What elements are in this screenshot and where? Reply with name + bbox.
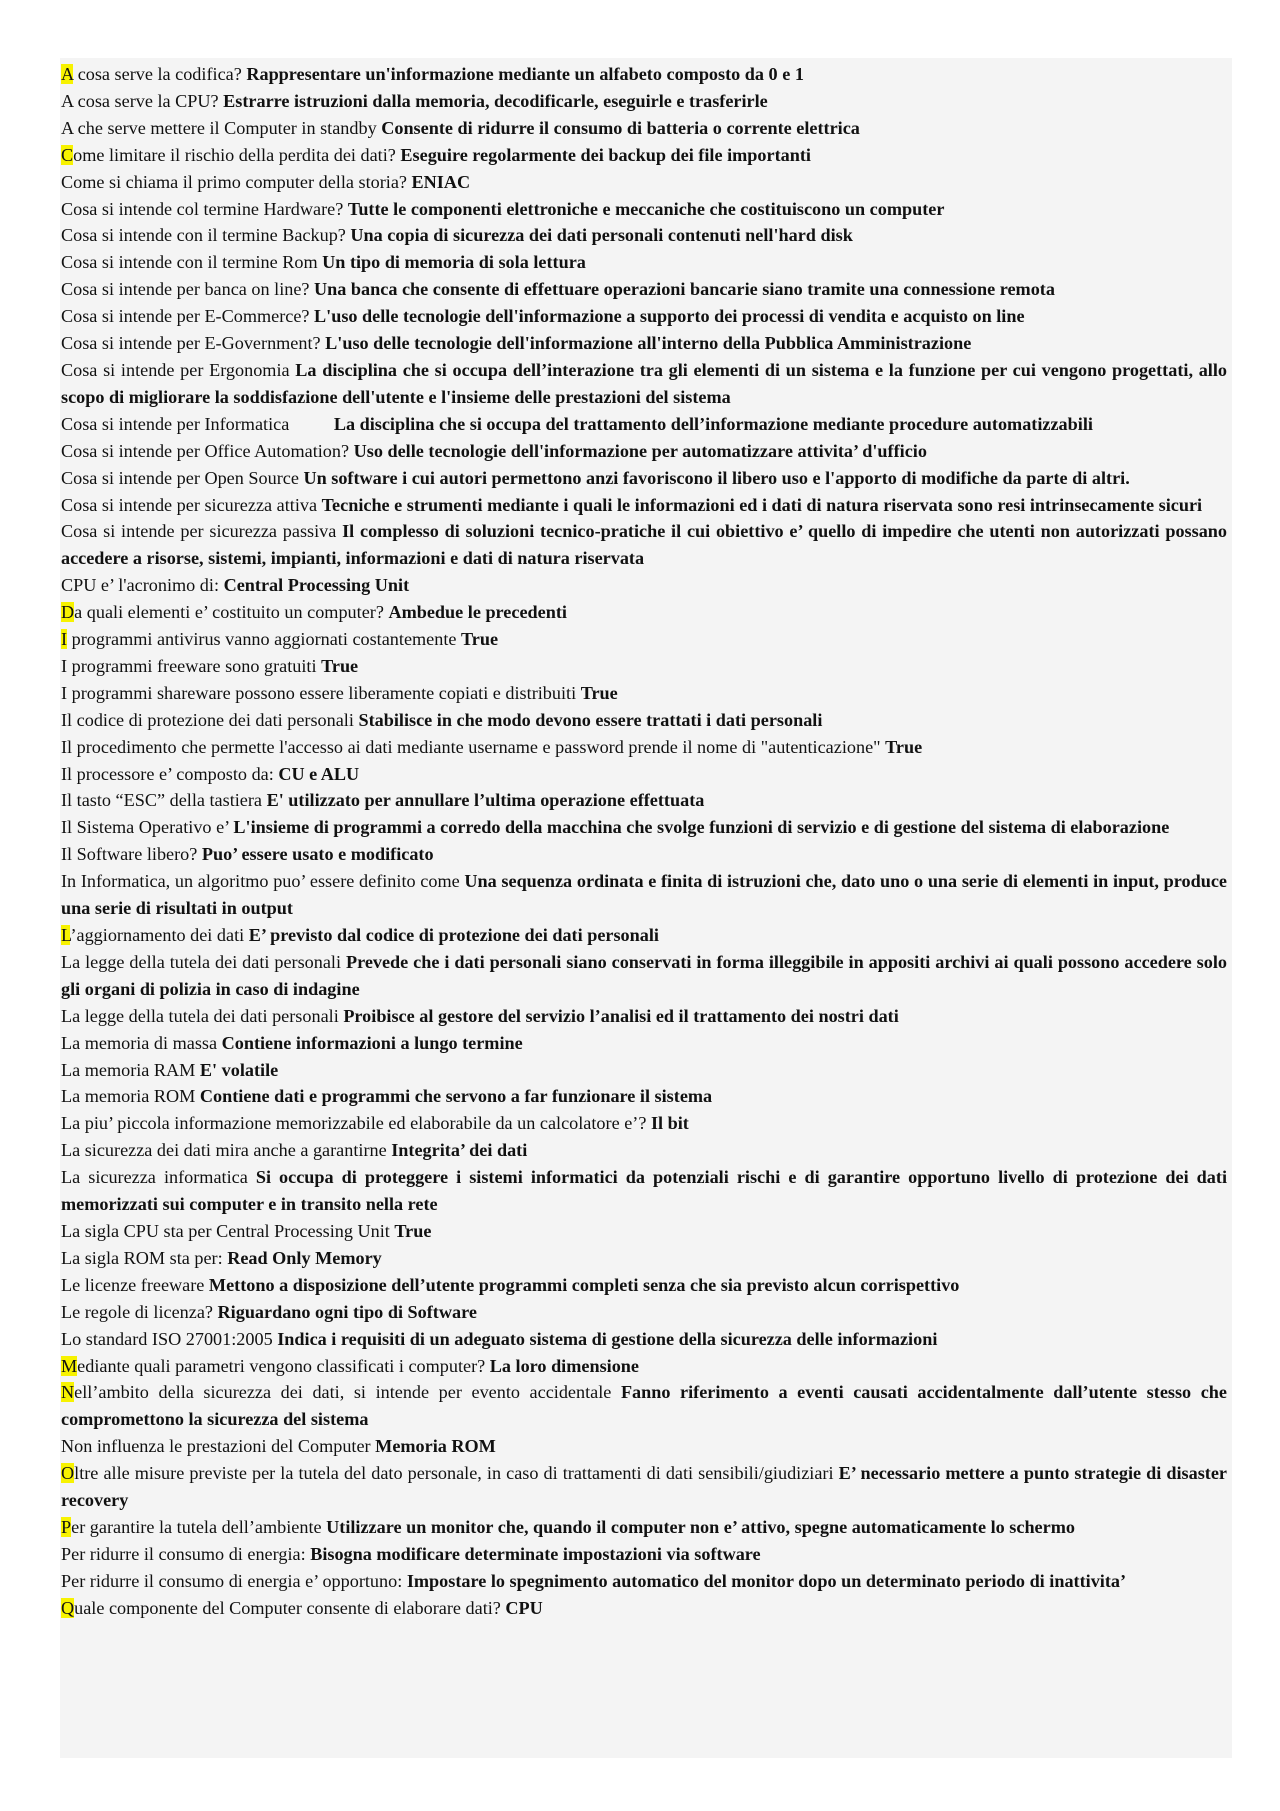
qa-entry [61,438,1227,465]
question-text: La sicurezza dei dati mira anche a garantirne [61,1140,392,1161]
question-text: Cosa si intende con il termine Rom [61,252,323,273]
question-text: Per ridurre il consumo di energia: [61,1543,311,1564]
question-text: In Informatica, un algoritmo puo’ essere definito come [61,871,465,892]
qa-entry [61,1433,1227,1460]
question-text: Cosa si intende per Office Automation? [61,440,354,461]
qa-entry [61,922,1227,949]
highlighted-initial: A [61,64,74,84]
answer-text: True [461,629,499,650]
answer-text: Si occupa di proteggere i sistemi informatici da potenziali rischi e di garantire opportuno livello di protezione dei dati memorizzati sui computer e in transito nella rete [61,1167,1227,1215]
qa-entry [61,599,1227,626]
answer-text: E’ necessario mettere a punto strategie di disaster recovery [61,1463,1227,1511]
qa-entry [61,276,1227,303]
question-text: I programmi shareware possono essere liberamente copiati e distribuiti [61,682,581,703]
qa-entry [61,249,1227,276]
answer-text: Riguardano ogni tipo di Software [217,1301,477,1322]
qa-entry [61,1030,1227,1057]
qa-entry [61,949,1227,1003]
answer-text: Impostare lo spegnimento automatico del monitor dopo un determinato periodo di inattivita’ [406,1570,1127,1591]
question-text: Le licenze freeware [61,1274,209,1295]
question-text: La memoria di massa [61,1032,222,1053]
question-text: La memoria RAM [61,1059,200,1080]
qa-entry [61,1164,1227,1218]
qa-entry [61,115,1227,142]
qa-entry [61,169,1227,196]
highlighted-initial: I [61,629,68,650]
question-text: Cosa si intende per Open Source [61,467,304,488]
qa-entry [61,680,1227,707]
answer-text: CU e ALU [278,763,360,784]
qa-entry [61,1353,1227,1380]
qa-entry [61,572,1227,599]
question-text: ell’ambito della sicurezza dei dati, si intende per evento accidentale [74,1382,621,1403]
qa-entry [61,734,1227,761]
answer-text: Puo’ essere usato e modificato [201,844,434,865]
question-text: ediante quali parametri vengono classificati i computer? [77,1355,490,1376]
qa-entry [61,303,1227,330]
answer-text: Tutte le componenti elettroniche e meccaniche che costituiscono un computer [347,198,945,219]
question-text: Non influenza le prestazioni del Computer [61,1436,376,1457]
qa-entry [61,411,1227,438]
qa-entry [61,465,1227,492]
qa-entry [61,814,1227,841]
qa-entry [61,868,1227,922]
answer-text: Stabilisce in che modo devono essere trattati i dati personali [358,709,823,730]
answer-text: E' volatile [199,1059,279,1080]
answer-text: Estrarre istruzioni dalla memoria, decodificarle, eseguirle e trasferirle [223,90,768,111]
answer-text: Un software i cui autori permettono anzi favoriscono il libero uso e l'apporto di modifiche da parte di altri. [303,467,1130,488]
answer-text: Contiene informazioni a lungo termine [221,1032,523,1053]
question-text: Cosa si intende per E-Government? [61,333,326,354]
qa-entry [61,787,1227,814]
question-text: Il procedimento che permette l'accesso ai dati mediante username e password prende il nome di "autenticazione" [61,736,886,757]
qa-entry [61,1218,1227,1245]
answer-text: E' utilizzato per annullare l’ultima operazione effettuata [266,790,705,811]
qa-entry [61,222,1227,249]
highlighted-initial: L [61,925,71,945]
answer-text: Read Only Memory [227,1247,382,1268]
answer-text: Eseguire regolarmente dei backup dei file importanti [400,144,811,165]
answer-text: Utilizzare un monitor che, quando il computer non e’ attivo, spegne automaticamente lo schermo [326,1516,1075,1537]
question-text: a quali elementi e’ costituito un computer? [74,602,389,623]
answer-text: Bisogna modificare determinate impostazioni via software [310,1543,761,1564]
question-text: Cosa si intende per sicurezza passiva [61,521,343,542]
answer-text: Una copia di sicurezza dei dati personali contenuti nell'hard disk [350,225,853,246]
answer-text: True [321,655,359,676]
qa-entry [61,761,1227,788]
highlighted-initial: D [61,602,75,623]
answer-text: L'insieme di programmi a corredo della macchina che svolge funzioni di servizio e di gestione del sistema di elaborazione [233,817,1170,838]
question-text: La sigla CPU sta per Central Processing Unit [61,1220,395,1241]
answer-text: Contiene dati e programmi che servono a far funzionare il sistema [199,1086,713,1107]
question-text: Lo standard ISO 27001:2005 [61,1328,278,1349]
answer-text: Un tipo di memoria di sola lettura [322,252,586,273]
qa-entry [61,1379,1227,1433]
question-text: A che serve mettere il Computer in standby [61,117,382,138]
qa-entry [61,518,1227,572]
question-text: Per ridurre il consumo di energia e’ opportuno: [61,1570,407,1591]
question-text: uale componente del Computer consente di elaborare dati? [74,1597,506,1618]
question-text: CPU e’ l'acronimo di: [61,575,224,596]
answer-text: Prevede che i dati personali siano conservati in forma illeggibile in appositi archivi ai quali possono accedere solo gli organi di polizia in caso di indagine [61,951,1227,999]
answer-text: Mettono a disposizione dell’utente programmi completi senza che sia previsto alcun corrispettivo [208,1274,960,1295]
qa-entry [61,653,1227,680]
question-text: Cosa si intende per Informatica [61,413,294,434]
answer-text: La loro dimensione [489,1355,639,1376]
qa-entry [61,88,1227,115]
question-text: A cosa serve la CPU? [61,90,224,111]
question-text: Cosa si intende per E-Commerce? [61,306,315,327]
highlighted-initial: O [61,1463,75,1484]
answer-text: ENIAC [411,171,471,192]
question-text: Cosa si intende per banca on line? [61,279,315,300]
qa-list [61,61,1227,1622]
question-text: La legge della tutela dei dati personali [61,951,346,972]
question-text: cosa serve la codifica? [73,64,247,84]
question-text: Il Software libero? [61,844,202,865]
answer-text: Una sequenza ordinata e finita di istruzioni che, dato uno o una serie di elementi in input, produce una serie di risultati in output [61,871,1227,919]
qa-entry [61,841,1227,868]
highlighted-initial: C [61,144,74,165]
qa-entry [61,1110,1227,1137]
answer-text: L'uso delle tecnologie dell'informazione a supporto dei processi di vendita e acquisto on line [314,306,1025,327]
question-text: programmi antivirus vanno aggiornati costantemente [67,629,462,650]
question-text: Cosa si intende col termine Hardware? [61,198,348,219]
answer-text: Indica i requisiti di un adeguato sistema di gestione della sicurezza delle informazioni [277,1328,938,1349]
qa-entry [61,1541,1227,1568]
question-text: ltre alle misure previste per la tutela del dato personale, in caso di trattamenti di dati sensibili/giudiziari [74,1463,839,1484]
qa-entry [61,61,1227,88]
question-text: La sicurezza informatica [61,1167,256,1188]
answer-text: La disciplina che si occupa del trattamento dell’informazione mediante procedure automatizzabili [333,413,1093,434]
qa-entry [61,357,1227,411]
qa-entry [61,1003,1227,1030]
qa-entry [61,1272,1227,1299]
answer-text: L'uso delle tecnologie dell'informazione all'interno della Pubblica Amministrazione [325,333,972,354]
answer-text: La disciplina che si occupa dell’interazione tra gli elementi di un sistema e la funzione per cui vengono progettati, allo scopo di migliorare la soddisfazione dell'utente e l'insieme delle prestazioni del sistema [61,359,1227,407]
qa-entry [61,1137,1227,1164]
qa-entry [61,1245,1227,1272]
question-text: Cosa si intende con il termine Backup? [61,225,351,246]
answer-text: CPU [505,1597,543,1618]
qa-entry [61,626,1227,653]
answer-text: Memoria ROM [375,1436,496,1457]
question-text: er garantire la tutela dell’ambiente [71,1516,327,1537]
answer-text: True [394,1220,432,1241]
question-text: Il tasto “ESC” della tastiera [61,790,267,811]
question-text: La piu’ piccola informazione memorizzabile ed elaborabile da un calcolatore e’? [61,1113,651,1134]
answer-text: Proibisce al gestore del servizio l’analisi ed il trattamento dei nostri dati [343,1005,899,1026]
question-text: Cosa si intende per Ergonomia [61,359,296,380]
question-text: Le regole di licenza? [61,1301,218,1322]
qa-entry [61,1057,1227,1084]
answer-text: Uso delle tecnologie dell'informazione per automatizzare attivita’ d'ufficio [353,440,927,461]
answer-text: Il bit [650,1113,689,1134]
answer-text: Fanno riferimento a eventi causati accidentalmente dall’utente stesso che compromettono la sicurezza del sistema [61,1382,1227,1430]
qa-entry [61,1595,1227,1622]
question-text: I programmi freeware sono gratuiti [61,655,322,676]
question-text: La memoria ROM [61,1086,200,1107]
qa-entry [61,142,1227,169]
question-text: Come si chiama il primo computer della storia? [61,171,412,192]
answer-text: Consente di ridurre il consumo di batteria o corrente elettrica [381,117,860,138]
answer-text: Rappresentare un'informazione mediante un alfabeto composto da 0 e 1 [246,64,804,84]
qa-entry [61,492,1227,519]
answer-text: E’ previsto dal codice di protezione dei dati personali [248,925,659,945]
question-text: Cosa si intende per sicurezza attiva [61,494,322,515]
qa-entry [61,1326,1227,1353]
highlighted-initial: P [61,1516,72,1537]
qa-entry [61,1083,1227,1110]
answer-text: Ambedue le precedenti [388,602,567,623]
qa-entry [61,707,1227,734]
qa-entry [61,330,1227,357]
qa-entry [61,1460,1227,1514]
answer-text: Central Processing Unit [223,575,410,596]
question-text: La sigla ROM sta per: [61,1247,228,1268]
question-text: Il Sistema Operativo e’ [61,817,234,838]
question-text: La legge della tutela dei dati personali [61,1005,344,1026]
question-text: Il codice di protezione dei dati personali [61,709,359,730]
answer-text: Il complesso di soluzioni tecnico-pratiche il cui obiettivo e’ quello di impedire che utenti non autorizzati possano accedere a risorse, sistemi, impianti, informazioni e dati di natura riservata [61,521,1227,569]
question-text: ome limitare il rischio della perdita dei dati? [73,144,401,165]
qa-entry [61,1514,1227,1541]
highlighted-initial: N [61,1382,75,1403]
qa-entry [61,1299,1227,1326]
qa-entry [61,1568,1227,1595]
qa-entry [61,196,1227,223]
answer-text: Integrita’ dei dati [391,1140,528,1161]
answer-text: Una banca che consente di effettuare operazioni bancarie siano tramite una connessione remota [314,279,1055,300]
highlighted-initial: M [61,1355,78,1376]
highlighted-initial: Q [61,1597,75,1618]
answer-text: True [580,682,618,703]
question-text: Il processore e’ composto da: [61,763,279,784]
answer-text: True [885,736,923,757]
question-text: ’aggiornamento dei dati [70,925,249,945]
answer-text: Tecniche e strumenti mediante i quali le informazioni ed i dati di natura riservata sono resi intrinsecamente sicuri [321,494,1203,515]
